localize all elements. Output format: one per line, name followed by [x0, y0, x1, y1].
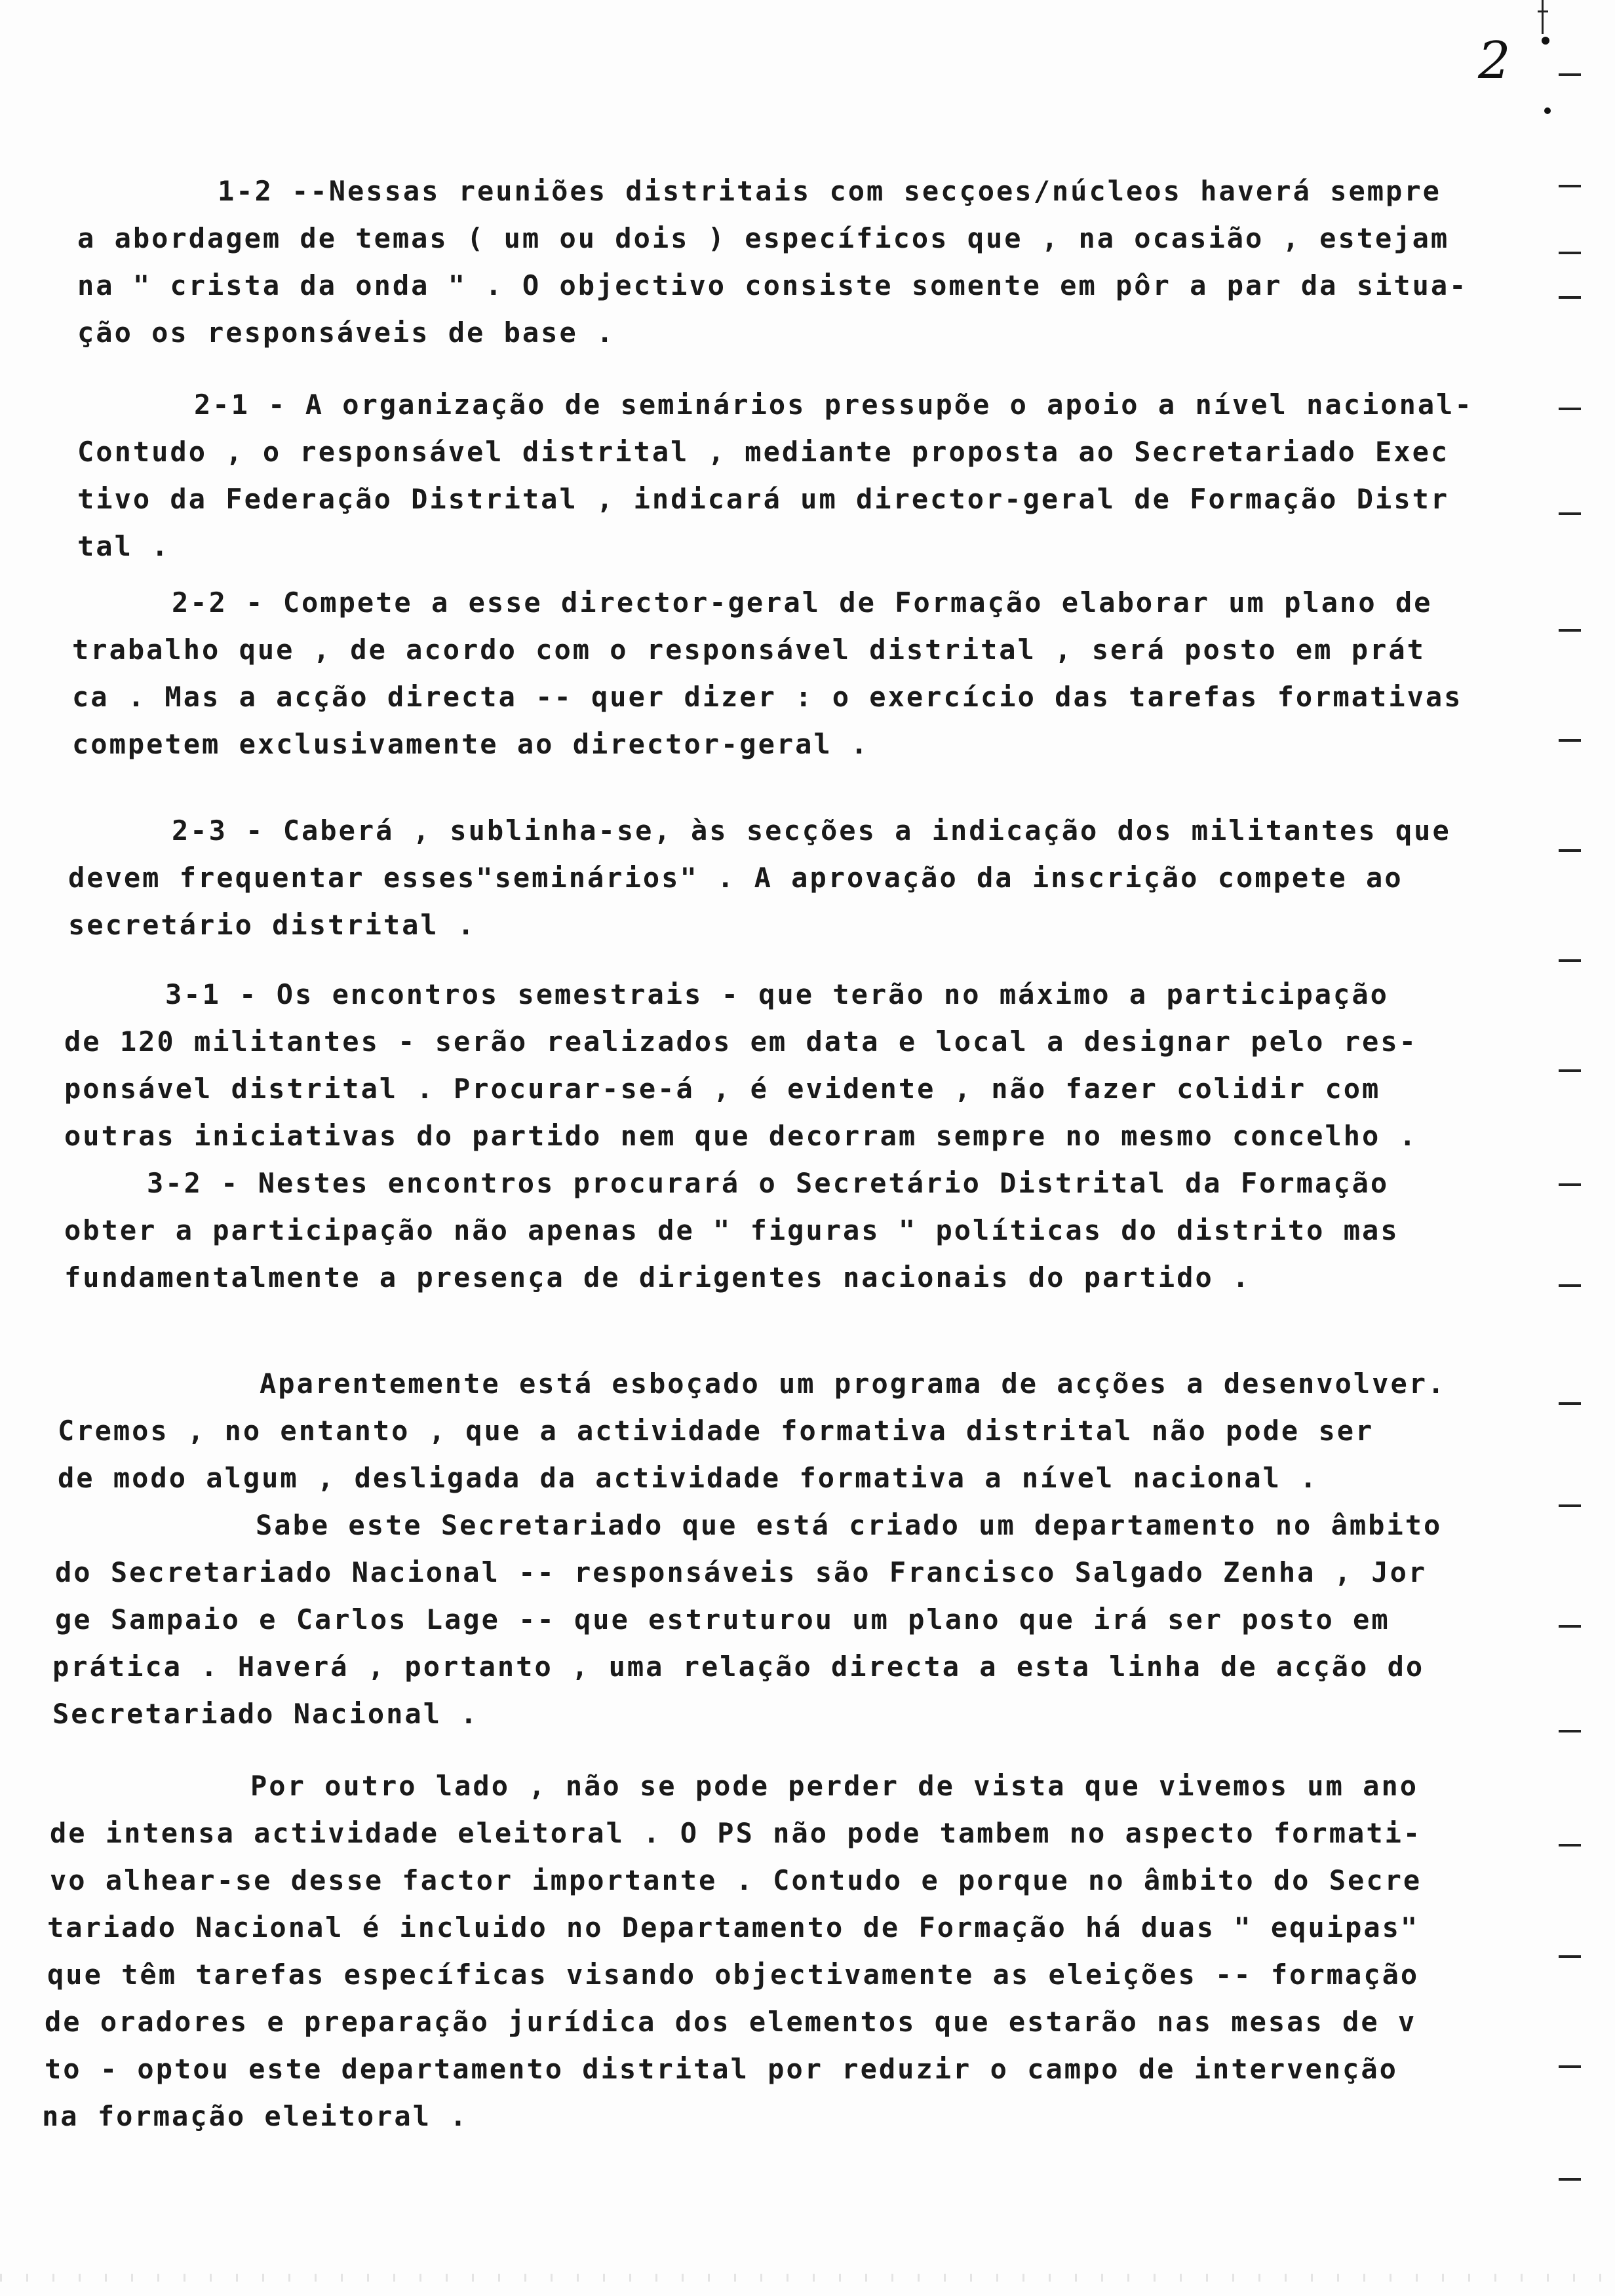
- text-line: competem exclusivamente ao director-geral .: [72, 728, 870, 760]
- margin-tick: [1559, 2065, 1581, 2068]
- text-line: de modo algum , desligada da actividade formativa a nível nacional .: [58, 1462, 1319, 1494]
- text-line: ge Sampaio e Carlos Lage -- que estruturou um plano que irá ser posto em: [55, 1603, 1390, 1636]
- text-line: de intensa actividade eleitoral . O PS não pode tambem no aspecto formati-: [50, 1817, 1422, 1849]
- margin-tick: [1559, 296, 1581, 299]
- text-line: que têm tarefas específicas visando objectivamente as eleições -- formação: [47, 1959, 1420, 1991]
- text-line: ponsável distrital . Procurar-se-á , é evidente , não fazer colidir com: [64, 1073, 1381, 1105]
- text-line: Secretariado Nacional .: [52, 1698, 479, 1730]
- margin-tick: [1559, 739, 1581, 742]
- scan-edge-noise: [0, 2274, 1615, 2282]
- margin-tick: [1559, 1402, 1581, 1405]
- text-line: Contudo , o responsável distrital , mediante proposta ao Secretariado Exec: [77, 436, 1450, 468]
- margin-tick: [1559, 959, 1581, 962]
- text-line: fundamentalmente a presença de dirigentes nacionais do partido .: [64, 1261, 1251, 1293]
- text-line: do Secretariado Nacional -- responsáveis são Francisco Salgado Zenha , Jor: [55, 1556, 1428, 1588]
- margin-tick: [1559, 849, 1581, 852]
- text-line: 2-1 - A organização de seminários pressupõe o apoio a nível nacional-: [194, 389, 1473, 421]
- margin-tick: [1559, 512, 1581, 515]
- margin-tick: [1559, 629, 1581, 632]
- margin-tick: [1559, 1625, 1581, 1628]
- text-line: obter a participação não apenas de " figuras " políticas do distrito mas: [64, 1214, 1399, 1246]
- text-line: na " crista da onda " . O objectivo consiste somente em pôr a par da situa-: [77, 269, 1468, 301]
- text-line: 1-2 --Nessas reuniões distritais com secçoes/núcleos haverá sempre: [218, 175, 1441, 207]
- margin-tick: [1559, 1844, 1581, 1846]
- text-line: vo alhear-se desse factor importante . Contudo e porque no âmbito do Secre: [50, 1864, 1422, 1896]
- text-line: 3-1 - Os encontros semestrais - que terão no máximo a participação: [165, 978, 1389, 1010]
- text-line: Por outro lado , não se pode perder de vista que vivemos um ano: [250, 1770, 1419, 1802]
- margin-tick: [1559, 185, 1581, 187]
- margin-tick: [1559, 1955, 1581, 1958]
- margin-tick: [1559, 2178, 1581, 2181]
- margin-tick: [1559, 252, 1581, 254]
- text-line: prática . Haverá , portanto , uma relação directa a esta linha de acção do: [52, 1651, 1425, 1683]
- text-line: secretário distrital .: [68, 909, 477, 941]
- text-line: to - optou este departamento distrital por reduzir o campo de intervenção: [45, 2053, 1398, 2085]
- text-line: tal .: [77, 530, 170, 562]
- text-line: tivo da Federação Distrital , indicará um director-geral de Formação Distr: [77, 483, 1450, 515]
- text-line: trabalho que , de acordo com o responsável distrital , será posto em prát: [72, 634, 1426, 666]
- text-line: de 120 militantes - serão realizados em data e local a designar pelo res-: [64, 1025, 1418, 1058]
- text-line: Cremos , no entanto , que a actividade formativa distrital não pode ser: [58, 1415, 1374, 1447]
- text-line: ca . Mas a acção directa -- quer dizer : o exercício das tarefas formativas: [72, 681, 1463, 713]
- text-line: 2-2 - Compete a esse director-geral de Formação elaborar um plano de: [172, 586, 1433, 619]
- text-line: Aparentemente está esboçado um programa de acções a desenvolver.: [260, 1368, 1447, 1400]
- text-line: outras iniciativas do partido nem que decorram sempre no mesmo concelho .: [64, 1120, 1418, 1152]
- margin-tick: [1559, 1730, 1581, 1732]
- page-number: 2: [1478, 31, 1511, 90]
- margin-tick: [1559, 73, 1581, 76]
- margin-tick-marks: [1559, 0, 1585, 2296]
- text-line: devem frequentar esses"seminários" . A aprovação da inscrição compete ao: [68, 862, 1403, 894]
- margin-tick: [1559, 408, 1581, 410]
- text-line: de oradores e preparação jurídica dos elementos que estarão nas mesas de v: [45, 2006, 1417, 2038]
- margin-tick: [1559, 1183, 1581, 1186]
- text-line: 3-2 - Nestes encontros procurará o Secretário Distrital da Formação: [147, 1167, 1390, 1199]
- margin-tick: [1559, 1504, 1581, 1507]
- text-line: 2-3 - Caberá , sublinha-se, às secções a indicação dos militantes que: [172, 814, 1451, 847]
- text-line: tariado Nacional é incluido no Departamento de Formação há duas " equipas": [47, 1911, 1420, 1943]
- text-line: Sabe este Secretariado que está criado um departamento no âmbito: [256, 1509, 1443, 1541]
- margin-tick: [1559, 1284, 1581, 1287]
- text-line: ção os responsáveis de base .: [77, 316, 615, 349]
- text-line: a abordagem de temas ( um ou dois ) específicos que , na ocasião , estejam: [77, 222, 1450, 254]
- margin-tick: [1559, 1069, 1581, 1072]
- text-line: na formação eleitoral .: [42, 2100, 469, 2132]
